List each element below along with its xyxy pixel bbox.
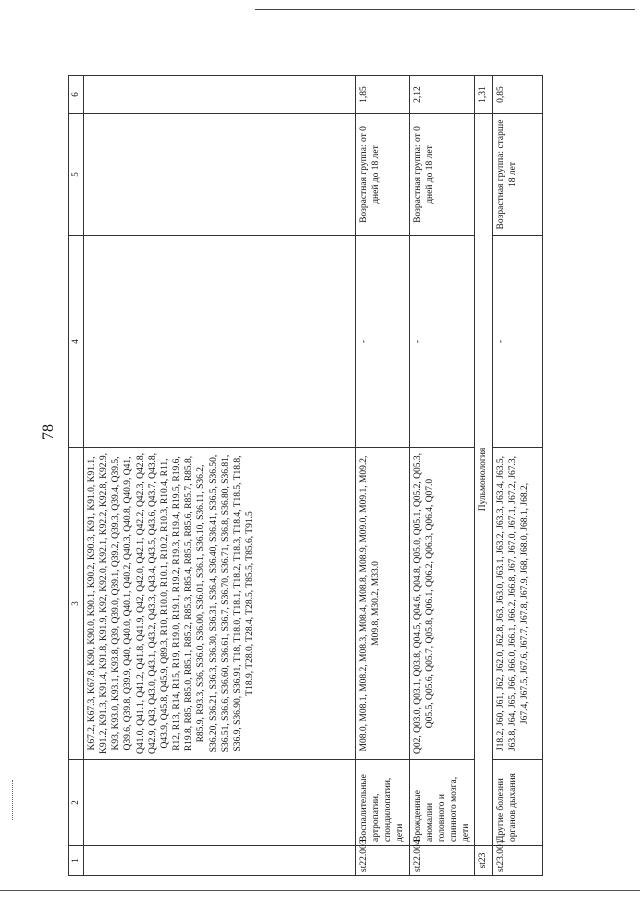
row-code: st23.001: [492, 846, 542, 876]
table-row: [492, 76, 542, 876]
bottom-rule: [0, 890, 640, 891]
table-row: [356, 76, 410, 876]
rotated-table-container: [68, 76, 566, 876]
section-title: Пульмонология: [475, 114, 492, 846]
row-coefficient: 0,85: [492, 76, 542, 114]
scan-margin-marks: [12, 780, 15, 820]
header-cell: 6: [69, 76, 84, 114]
row-procedures: -: [409, 236, 475, 448]
section-code: st23: [475, 846, 492, 876]
section-coefficient: 1,31: [475, 76, 492, 114]
row-icd-codes: M08.0, M08.1, M08.2, M08.3, M08.4, M08.8, M08.9, M09.0, M09.1, M09.2, M09.8, M30.2, M33.0: [356, 448, 410, 760]
header-cell: 1: [69, 846, 84, 876]
row-coefficient: 1,85: [356, 76, 410, 114]
header-cell: 2: [69, 760, 84, 846]
row-code: st22.004: [409, 846, 475, 876]
row-icd-codes: K67.2, K67.3, K67.8, K90, K90.0, K90.1, K90.2, K90.3, K91, K91.0, K91.1, K91.2, K91.3, K91.4, K91.8, K91.9, K92, K92.0, K92.1, K92.2, K92.8, K92.9, K93, K93.0, K93.1, K93.8, Q39, Q39.0, Q39.1, Q39.2, Q39.3, Q39.4, Q39.5, Q39.6, Q39.8, Q39.9, Q40, Q40.0, Q40.1, Q40.2, Q40.3, Q40.8, Q40.9, Q41, Q41.0, Q41.1, Q41.2, Q41.8, Q41.9, Q42, Q42.0, Q42.1, Q42.2, Q42.3, Q42.8, Q42.9, Q43, Q43.0, Q43.1, Q43.2, Q43.3, Q43.4, Q43.5, Q43.6, Q43.7, Q43.8, Q43.9, Q45.8, Q45.9, Q89.3, R10, R10.0, R10.1, R10.2, R10.3, R10.4, R11, R12, R13, R14, R15, R19, R19.0, R19.1, R19.2, R19.3, R19.4, R19.5, R19.6, R19.8, R85, R85.0, R85.1, R85.2, R85.3, R85.4, R85.5, R85.6, R85.7, R85.8, R85.9, R93.3, S36, S36.0, S36.00, S36.01, S36.1, S36.10, S36.11, S36.2, S36.20, S36.21, S36.3, S36.30, S36.31, S36.4, S36.40, S36.41, S36.5, S36.50, S36.51, S36.6, S36.60, S36.61, S36.7, S36.70, S36.71, S36.8, S36.80, S36.81, S36.9, S36.90, S36.91, T18, T18.0, T18.1, T18.2, T18.3, T18.4, T18.5, T18.8, T18.9, T28.0, T28.4, T28.5, T85.5, T85.6, T91.5: [84, 448, 356, 760]
section-row: [475, 76, 492, 876]
table-row: [409, 76, 475, 876]
row-procedures: -: [492, 236, 542, 448]
row-name: Врожденные аномалии головного и спинного мозга, дети: [409, 760, 475, 846]
row-coefficient: [84, 76, 356, 114]
tariff-table: [68, 75, 543, 876]
row-coefficient: 2,12: [409, 76, 475, 114]
row-criteria: Возрастная группа: от 0 дней до 18 лет: [356, 114, 410, 236]
header-cell: 3: [69, 448, 84, 760]
row-criteria: Возрастная группа: от 0 дней до 18 лет: [409, 114, 475, 236]
header-cell: 5: [69, 114, 84, 236]
row-name: [84, 760, 356, 846]
table-row: [84, 76, 356, 876]
row-name: Воспалительные артропатии, спондилопатии, дети: [356, 760, 410, 846]
row-code: [84, 846, 356, 876]
row-icd-codes: Q02, Q03.0, Q03.1, Q03.8, Q04.5, Q04.6, Q04.8, Q05.0, Q05.1, Q05.2, Q05.3, Q05.5, Q05.6, Q05.7, Q05.8, Q06.1, Q06.2, Q06.3, Q06.4, Q07.0: [409, 448, 475, 760]
row-criteria: Возрастная группа: старше 18 лет: [492, 114, 542, 236]
row-criteria: [84, 114, 356, 236]
row-procedures: -: [356, 236, 410, 448]
row-procedures: [84, 236, 356, 448]
row-name: Другие болезни органов дыхания: [492, 760, 542, 846]
header-cell: 4: [69, 236, 84, 448]
header-row: [69, 76, 84, 876]
row-code: st22.003: [356, 846, 410, 876]
top-rule: [255, 9, 635, 10]
page-number: 78: [40, 424, 57, 440]
row-icd-codes: J18.2, J60, J61, J62, J62.0, J62.8, J63, J63.0, J63.1, J63.2, J63.3, J63.4, J63.5, J63.8, J64, J65, J66, J66.0, J66.1, J66.2, J66.8, J67, J67.0, J67.1, J67.2, J67.3, J67.4, J67.5, J67.6, J67.7, J67.8, J67.9, J68, J68.0, J68.1, J68.2,: [492, 448, 542, 760]
